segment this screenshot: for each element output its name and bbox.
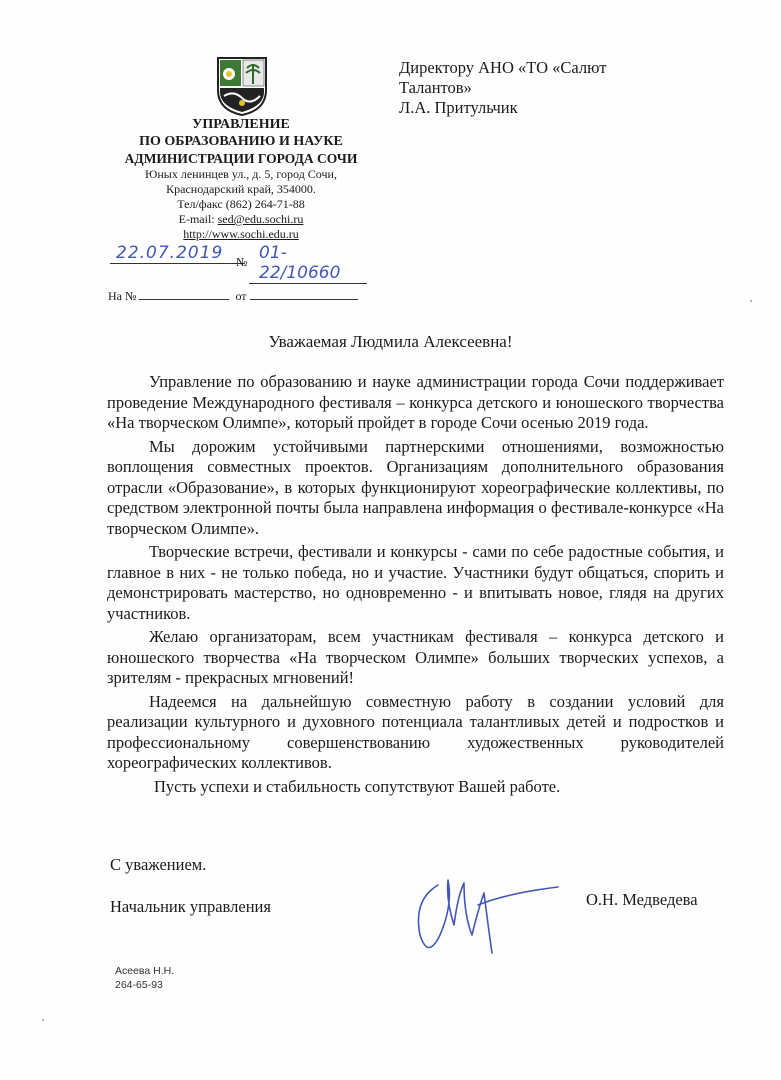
letterhead bbox=[100, 116, 382, 242]
addressee-line2: Талантов» bbox=[399, 78, 472, 97]
paragraph-4: Желаю организаторам, всем участникам фестиваля – конкурса детского и юношеского творчества «На творческом Олимпе» больших творческих успехов, а зрителям - прекрасных мгновений! bbox=[107, 627, 724, 687]
email-link[interactable]: sed@edu.sochi.ru bbox=[217, 212, 304, 226]
org-name-line3: АДМИНИСТРАЦИИ ГОРОДА СОЧИ bbox=[124, 151, 358, 166]
scan-speck bbox=[42, 1019, 44, 1021]
closing-regards: С уважением. bbox=[110, 855, 207, 874]
addressee-block bbox=[399, 58, 729, 118]
paragraph-6: Пусть успехи и стабильность сопутствуют Вашей работе. bbox=[154, 776, 561, 796]
reference-number-label: На № bbox=[108, 289, 137, 303]
paragraph-2: Мы дорожим устойчивыми партнерскими отношениями, возможностью воплощения совместных проектов. Организациям дополнительного образования отрасли «Образование», в которых функционируют хореографические коллективы, по средством электронной почты была направлена информация о фестивале-конкурсе «На творческом Олимпе». bbox=[107, 436, 724, 538]
scan-speck bbox=[750, 300, 752, 302]
signer-name: О.Н. Медведева bbox=[586, 890, 698, 909]
org-name-line1: УПРАВЛЕНИЕ bbox=[192, 117, 290, 132]
email-label: E-mail: bbox=[178, 212, 218, 226]
addressee-line1: Директору АНО «ТО «Салют bbox=[399, 58, 607, 77]
executor-name: Асеева Н.Н. bbox=[115, 965, 175, 977]
org-name-line2: ПО ОБРАЗОВАНИЮ И НАУКЕ bbox=[139, 134, 343, 149]
registration-number: 01-22/10660 bbox=[249, 243, 367, 284]
salutation: Уважаемая Людмила Алексеевна! bbox=[268, 332, 513, 351]
handwritten-signature bbox=[408, 865, 568, 965]
signer-position: Начальник управления bbox=[110, 897, 271, 916]
org-email-row bbox=[100, 212, 382, 227]
addressee-line3: Л.А. Притульчик bbox=[399, 98, 518, 117]
registration-number-label: № bbox=[236, 255, 248, 269]
reference-number-blank bbox=[139, 289, 229, 300]
executor-info bbox=[115, 964, 174, 992]
letter-body bbox=[107, 372, 724, 800]
registration-date: 22.07.2019 bbox=[110, 243, 244, 264]
reference-from-label: от bbox=[235, 289, 247, 303]
executor-phone: 264-65-93 bbox=[115, 979, 163, 991]
paragraph-1: Управление по образованию и науке администрации города Сочи поддерживает проведение Международного фестиваля – конкурса детского и юношеского творчества «На творческом Олимпе», который пройдет в городе Сочи осенью 2019 года. bbox=[107, 372, 724, 432]
paragraph-5: Надеемся на дальнейшую совместную работу в создании условий для реализации культурного и духовного потенциала талантливых детей и подростков и профессиональному совершенствованию художественных руководителей хореографических коллективов. bbox=[107, 691, 724, 772]
org-address-line2: Краснодарский край, 354000. bbox=[166, 182, 316, 196]
reference-row bbox=[108, 289, 358, 304]
city-emblem-icon bbox=[216, 56, 268, 116]
org-address-line1: Юных ленинцев ул., д. 5, город Сочи, bbox=[145, 167, 337, 181]
paragraph-3: Творческие встречи, фестивали и конкурсы - сами по себе радостные события, и главное в них - не только победа, но и участие. Участники будут общаться, спорить и демонстрировать мастерство, но одновременно - и впитывать новое, глядя на других участников. bbox=[107, 542, 724, 623]
registration-row bbox=[105, 243, 365, 283]
reference-date-blank bbox=[250, 289, 358, 300]
website-link[interactable]: http://www.sochi.edu.ru bbox=[183, 227, 299, 241]
org-phone: Тел/факс (862) 264-71-88 bbox=[177, 197, 305, 211]
